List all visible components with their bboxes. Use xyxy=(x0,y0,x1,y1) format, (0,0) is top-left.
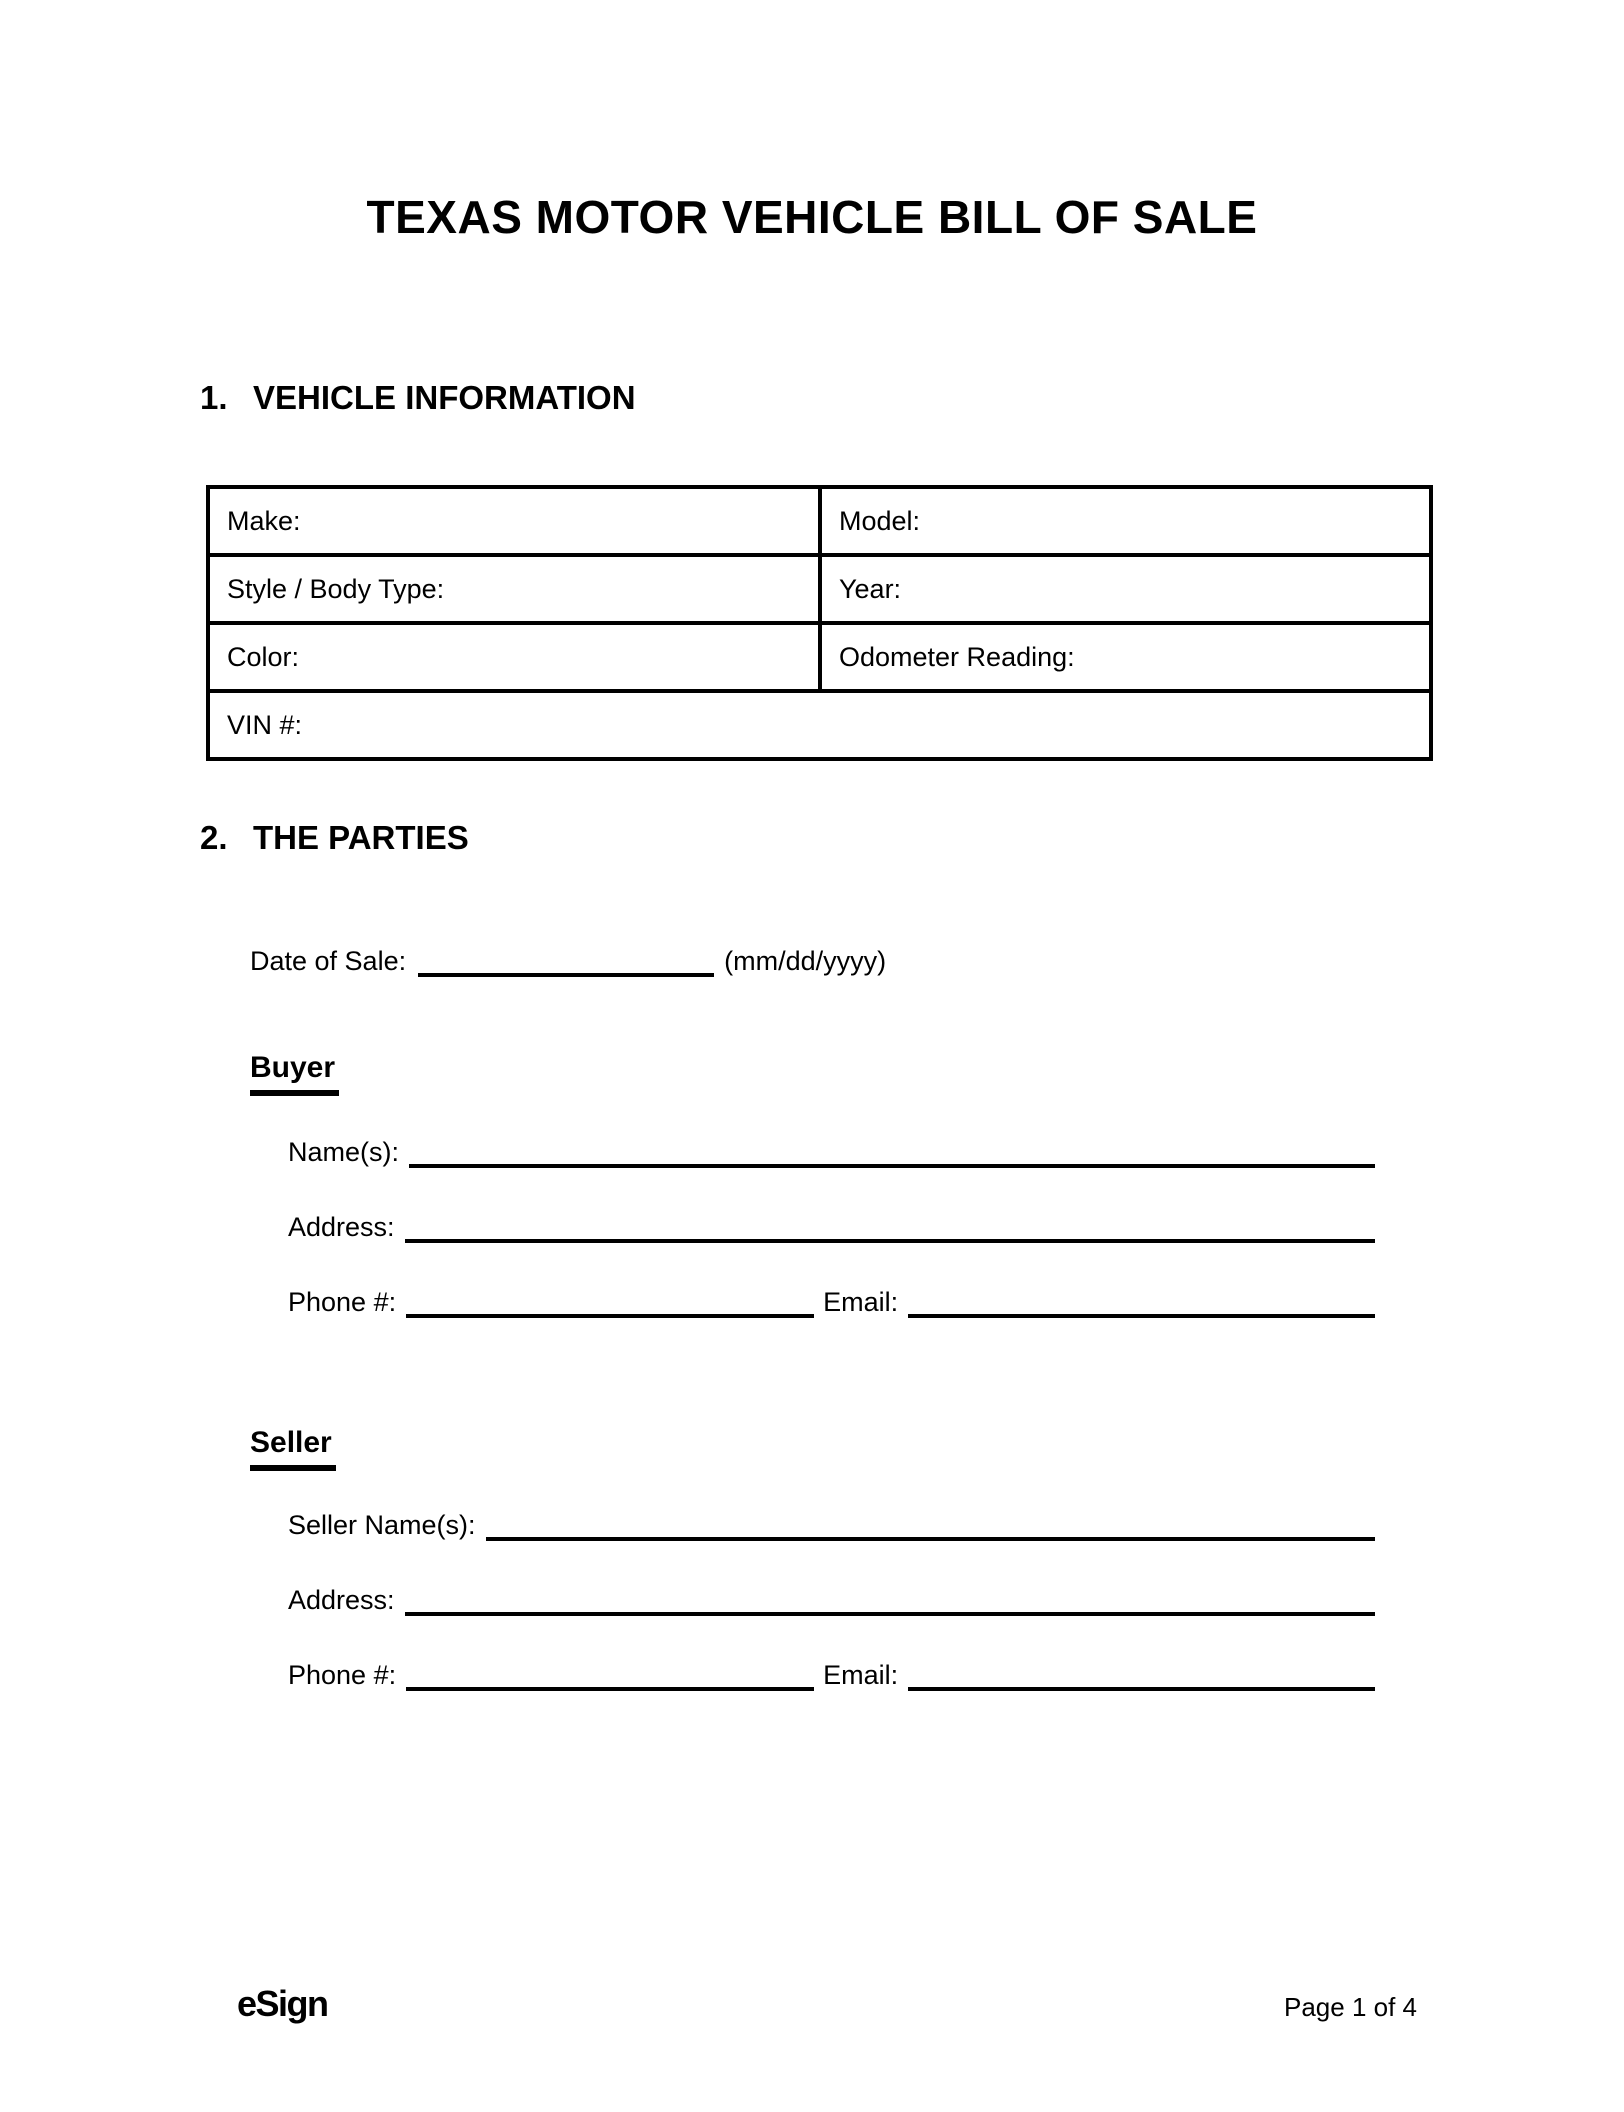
color-cell[interactable] xyxy=(208,623,820,691)
buyer-phone-label: Phone #: xyxy=(288,1287,397,1317)
vin-label: VIN #: xyxy=(227,709,303,740)
table-row xyxy=(208,691,1431,759)
vehicle-info-table xyxy=(206,485,1433,761)
table-row xyxy=(208,623,1431,691)
make-cell[interactable] xyxy=(208,487,820,555)
year-cell[interactable] xyxy=(820,555,1431,623)
section-2-heading xyxy=(200,818,469,858)
seller-email-input-line[interactable] xyxy=(908,1677,1375,1691)
vin-cell[interactable] xyxy=(208,691,1431,759)
model-cell[interactable] xyxy=(820,487,1431,555)
buyer-name-row xyxy=(288,1137,1375,1168)
date-of-sale-input-line[interactable] xyxy=(418,963,714,977)
seller-phone-input-line[interactable] xyxy=(406,1677,814,1691)
date-format-hint: (mm/dd/yyyy) xyxy=(724,946,887,976)
buyer-phone-input-line[interactable] xyxy=(406,1304,814,1318)
model-label: Model: xyxy=(839,505,921,536)
style-body-type-label: Style / Body Type: xyxy=(227,573,445,604)
buyer-address-row xyxy=(288,1212,1375,1243)
section-1-number: 1. xyxy=(200,379,228,416)
section-2-title: THE PARTIES xyxy=(253,819,469,856)
buyer-name-input-line[interactable] xyxy=(409,1154,1375,1168)
style-body-type-cell[interactable] xyxy=(208,555,820,623)
buyer-phone-email-row xyxy=(288,1287,1375,1318)
seller-name-row xyxy=(288,1510,1375,1541)
seller-address-input-line[interactable] xyxy=(405,1602,1375,1616)
buyer-section-heading: Buyer xyxy=(250,1050,339,1096)
date-of-sale-label: Date of Sale: xyxy=(250,946,407,976)
seller-address-label: Address: xyxy=(288,1585,395,1615)
odometer-cell[interactable] xyxy=(820,623,1431,691)
buyer-name-label: Name(s): xyxy=(288,1137,400,1167)
odometer-label: Odometer Reading: xyxy=(839,641,1075,672)
table-row xyxy=(208,555,1431,623)
buyer-address-input-line[interactable] xyxy=(405,1229,1375,1243)
seller-address-row xyxy=(288,1585,1375,1616)
section-1-title: VEHICLE INFORMATION xyxy=(253,379,636,416)
seller-email-label: Email: xyxy=(823,1660,899,1690)
table-row xyxy=(208,487,1431,555)
date-of-sale-row xyxy=(250,946,916,977)
buyer-email-input-line[interactable] xyxy=(908,1304,1375,1318)
section-1-heading xyxy=(200,378,636,418)
buyer-email-label: Email: xyxy=(823,1287,899,1317)
make-label: Make: xyxy=(227,505,301,536)
year-label: Year: xyxy=(839,573,902,604)
seller-name-label: Seller Name(s): xyxy=(288,1510,476,1540)
esign-logo: eSign xyxy=(237,1983,328,2024)
buyer-address-label: Address: xyxy=(288,1212,395,1242)
section-2-number: 2. xyxy=(200,819,228,856)
color-label: Color: xyxy=(227,641,300,672)
document-title: TEXAS MOTOR VEHICLE BILL OF SALE xyxy=(366,191,1258,243)
page-number-indicator: Page 1 of 4 xyxy=(1284,1992,1417,2022)
seller-section-heading: Seller xyxy=(250,1425,336,1471)
seller-phone-label: Phone #: xyxy=(288,1660,397,1690)
seller-phone-email-row xyxy=(288,1660,1375,1691)
seller-name-input-line[interactable] xyxy=(486,1527,1375,1541)
